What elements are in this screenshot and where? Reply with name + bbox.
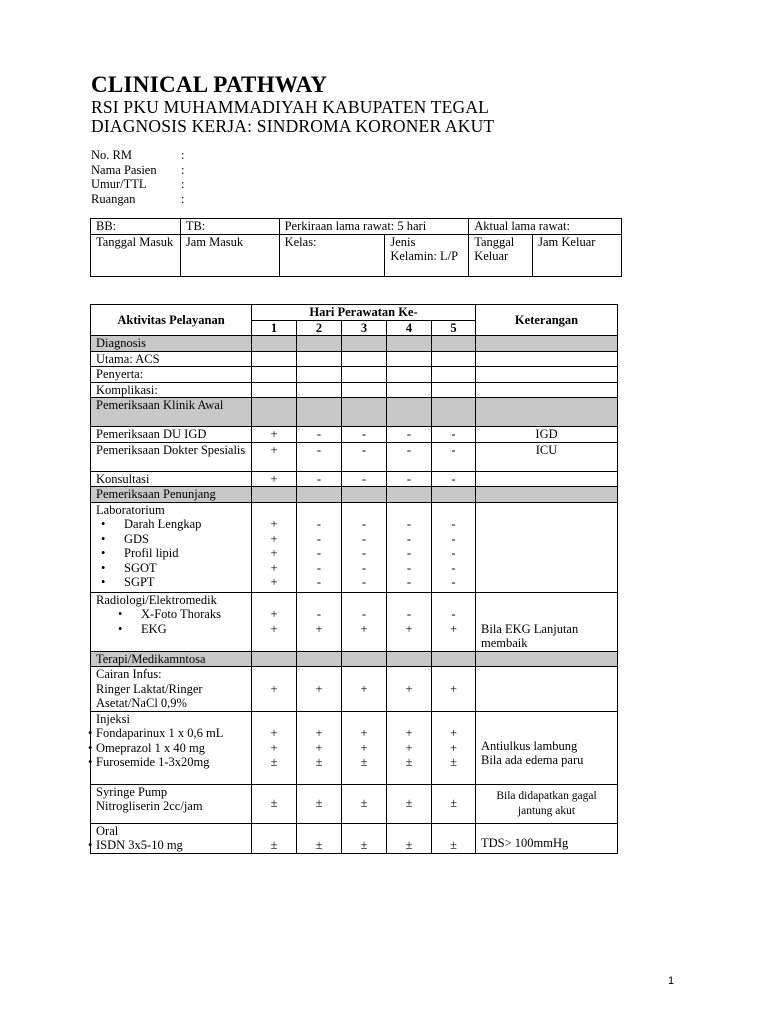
day-header: 3: [342, 320, 387, 336]
admission-info-table: [90, 218, 622, 277]
day-column: [432, 711, 476, 784]
row-label: [91, 711, 252, 784]
day-column: [432, 592, 476, 651]
table-row: [91, 471, 618, 487]
field-label: Nama Pasien: [91, 162, 157, 177]
day-mark: -: [406, 531, 412, 546]
remark: TDS> 100mmHg: [476, 823, 618, 853]
table-row: [91, 442, 618, 471]
day-mark: ±: [252, 784, 297, 823]
day-mark: ±: [342, 784, 387, 823]
discharge-date-cell: Tanggal Keluar: [469, 234, 533, 276]
day-mark: -: [297, 471, 342, 487]
list-item: • Profil lipid: [96, 546, 246, 561]
list-item: • Furosemide 1-3x20mg: [88, 755, 246, 770]
table-row: [91, 351, 618, 367]
section-row-support-exam: [91, 487, 618, 503]
bb-cell: BB:: [91, 219, 181, 235]
day-mark: -: [361, 531, 367, 546]
day-mark: +: [252, 427, 297, 443]
patient-field-age: [91, 177, 184, 192]
day-header: 1: [252, 320, 297, 336]
list-item: • GDS: [96, 532, 246, 547]
remark-line: Bila ada edema paru: [481, 753, 584, 767]
field-label: Umur/TTL: [91, 177, 147, 191]
group-label: Oral: [96, 823, 119, 838]
day-mark: +: [270, 607, 278, 621]
page-number: 1: [668, 975, 675, 987]
row-label: [91, 502, 252, 592]
row-label: [91, 784, 252, 823]
list-item: • SGOT: [96, 561, 246, 576]
remarks-header: Keterangan: [476, 305, 618, 336]
day-column: [387, 592, 432, 651]
day-mark: ±: [450, 755, 457, 769]
day-mark: -: [451, 575, 456, 589]
table-row-radiology: [91, 592, 618, 651]
day-mark: +: [360, 621, 368, 636]
day-mark: ±: [387, 823, 432, 853]
day-mark: ±: [252, 823, 297, 853]
day-mark: -: [316, 531, 322, 546]
section-row-clinical-exam: [91, 398, 618, 427]
list-item: • SGPT: [96, 575, 246, 590]
list-item: • X-Foto Thoraks: [96, 607, 246, 622]
day-mark: -: [342, 471, 387, 487]
day-mark: +: [252, 442, 297, 471]
day-column: [342, 592, 387, 651]
day-mark: -: [387, 442, 432, 471]
day-mark: +: [315, 740, 323, 755]
list-item: Ringer Laktat/Ringer Asetat/NaCl 0,9%: [96, 681, 203, 710]
day-mark: -: [342, 427, 387, 443]
day-mark: -: [361, 560, 367, 575]
day-mark: -: [316, 560, 322, 575]
row-label: [91, 667, 252, 712]
group-label: Cairan Infus:: [96, 667, 162, 681]
list-item: Nitrogliserin 2cc/jam: [96, 799, 203, 813]
day-mark: +: [270, 621, 278, 636]
day-mark: -: [316, 546, 322, 560]
day-mark: -: [316, 517, 322, 531]
row-label: Komplikasi:: [91, 382, 252, 398]
table-row-injection: [91, 711, 618, 784]
section-label: Diagnosis: [91, 336, 252, 352]
patient-field-name: [91, 163, 184, 178]
row-label: Pemeriksaan Dokter Spesialis: [91, 442, 252, 471]
day-column: [342, 711, 387, 784]
day-column: [297, 711, 342, 784]
day-mark: +: [405, 621, 413, 636]
day-mark: -: [361, 607, 367, 621]
activity-header: Aktivitas Pelayanan: [91, 305, 252, 336]
day-column: [297, 502, 342, 592]
table-row-oral: [91, 823, 618, 853]
day-mark: +: [449, 621, 458, 636]
day-mark: -: [432, 442, 476, 471]
day-mark: ±: [297, 823, 342, 853]
day-mark: ±: [315, 755, 323, 769]
diagnosis-heading: DIAGNOSIS KERJA: SINDROMA KORONER AKUT: [91, 116, 495, 136]
list-item: • Fondaparinux 1 x 0,6 mL: [88, 726, 246, 741]
day-mark: -: [361, 517, 367, 531]
day-mark: -: [451, 546, 456, 560]
day-column: [387, 502, 432, 592]
day-mark: +: [360, 740, 368, 755]
section-row-therapy: [91, 651, 618, 667]
day-mark: +: [387, 667, 432, 712]
day-mark: +: [270, 517, 278, 531]
remark: ICU: [476, 442, 618, 471]
day-mark: -: [451, 517, 456, 531]
pathway-table: [90, 304, 618, 854]
field-label: No. RM: [91, 148, 132, 162]
day-mark: +: [449, 726, 458, 740]
admission-date-cell: Tanggal Masuk: [91, 234, 181, 276]
day-mark: +: [315, 621, 323, 636]
table-row-syringe-pump: [91, 784, 618, 823]
day-mark: -: [451, 607, 456, 621]
remark: Bila didapatkan gagal jantung akut: [476, 784, 618, 823]
estimated-stay-cell: Perkiraan lama rawat: 5 hari: [279, 219, 469, 235]
day-mark: -: [297, 442, 342, 471]
day-mark: -: [316, 575, 322, 589]
day-column: [387, 711, 432, 784]
day-mark: +: [405, 740, 413, 755]
table-row: [91, 427, 618, 443]
day-mark: -: [451, 560, 456, 575]
day-mark: -: [406, 560, 412, 575]
day-mark: ±: [297, 784, 342, 823]
field-separator: :: [181, 177, 185, 191]
day-header: 2: [297, 320, 342, 336]
day-mark: -: [387, 471, 432, 487]
day-header: 5: [432, 320, 476, 336]
day-mark: +: [270, 560, 278, 575]
care-day-header: Hari Perawatan Ke-: [252, 305, 476, 321]
hospital-name: RSI PKU MUHAMMADIYAH KABUPATEN TEGAL: [91, 97, 490, 117]
day-mark: ±: [270, 755, 278, 769]
tb-cell: TB:: [180, 219, 279, 235]
table-row: [91, 367, 618, 383]
day-mark: +: [270, 726, 278, 740]
gender-cell: Jenis Kelamin: L/P: [385, 234, 469, 276]
day-mark: +: [449, 740, 458, 755]
day-column: [252, 592, 297, 651]
admission-time-cell: Jam Masuk: [180, 234, 279, 276]
section-label: Pemeriksaan Klinik Awal: [91, 398, 252, 427]
day-mark: -: [361, 546, 367, 560]
discharge-time-cell: Jam Keluar: [533, 234, 622, 276]
day-mark: -: [406, 607, 412, 621]
table-row: [91, 382, 618, 398]
day-mark: -: [387, 427, 432, 443]
group-label: Laboratorium: [96, 502, 165, 517]
table-row-infusion: [91, 667, 618, 712]
day-mark: ±: [387, 784, 432, 823]
field-label: Ruangan: [91, 191, 136, 206]
day-mark: +: [270, 546, 278, 560]
group-label: Syringe Pump: [96, 784, 168, 799]
day-mark: -: [406, 575, 412, 589]
remark: [476, 711, 618, 784]
day-mark: +: [252, 667, 297, 712]
day-column: [432, 502, 476, 592]
document-title: CLINICAL PATHWAY: [91, 72, 328, 97]
section-row-diagnosis: [91, 336, 618, 352]
day-mark: +: [252, 471, 297, 487]
day-mark: -: [316, 607, 322, 621]
remark: IGD: [476, 427, 618, 443]
day-mark: +: [270, 531, 278, 546]
day-mark: ±: [432, 784, 476, 823]
day-mark: -: [432, 471, 476, 487]
section-label: Pemeriksaan Penunjang: [91, 487, 252, 503]
list-item: • ISDN 3x5-10 mg: [88, 838, 246, 853]
day-column: [297, 592, 342, 651]
row-label: [91, 823, 252, 853]
day-column: [252, 711, 297, 784]
list-item: • EKG: [96, 622, 246, 637]
table-row-laboratory: [91, 502, 618, 592]
list-item: • Omeprazol 1 x 40 mg: [88, 741, 246, 756]
day-mark: +: [432, 667, 476, 712]
day-mark: +: [270, 575, 278, 589]
group-label: Radiologi/Elektromedik: [96, 592, 217, 607]
day-mark: +: [270, 740, 278, 755]
day-mark: -: [406, 517, 412, 531]
row-label: [91, 592, 252, 651]
patient-field-rm: [91, 148, 184, 163]
day-mark: ±: [405, 755, 413, 769]
row-label: Pemeriksaan DU IGD: [91, 427, 252, 443]
field-separator: :: [181, 162, 185, 177]
day-mark: +: [342, 667, 387, 712]
patient-field-room: [91, 192, 184, 207]
day-mark: +: [405, 726, 413, 740]
day-column: [342, 502, 387, 592]
day-mark: -: [406, 546, 412, 560]
day-mark: ±: [360, 755, 368, 769]
day-mark: ±: [432, 823, 476, 853]
day-mark: -: [342, 442, 387, 471]
section-label: Terapi/Medikamntosa: [91, 651, 252, 667]
remark-line: Antiulkus lambung: [481, 738, 578, 753]
day-mark: +: [360, 726, 368, 740]
actual-stay-cell: Aktual lama rawat:: [469, 219, 622, 235]
day-header: 4: [387, 320, 432, 336]
day-column: [252, 502, 297, 592]
field-separator: :: [181, 148, 185, 162]
patient-identity-block: [91, 148, 184, 206]
day-mark: -: [432, 427, 476, 443]
day-mark: -: [297, 427, 342, 443]
group-label: Injeksi: [96, 711, 131, 726]
remark: Bila EKG Lanjutan membaik: [476, 592, 618, 651]
field-separator: :: [181, 191, 185, 206]
list-item: • Darah Lengkap: [96, 517, 246, 532]
day-mark: +: [315, 726, 323, 740]
class-cell: Kelas:: [279, 234, 385, 276]
row-label: Konsultasi: [91, 471, 252, 487]
day-mark: +: [297, 667, 342, 712]
day-mark: -: [451, 531, 456, 546]
row-label: Penyerta:: [91, 367, 252, 383]
day-mark: -: [361, 575, 367, 589]
row-label: Utama: ACS: [91, 351, 252, 367]
day-mark: ±: [342, 823, 387, 853]
